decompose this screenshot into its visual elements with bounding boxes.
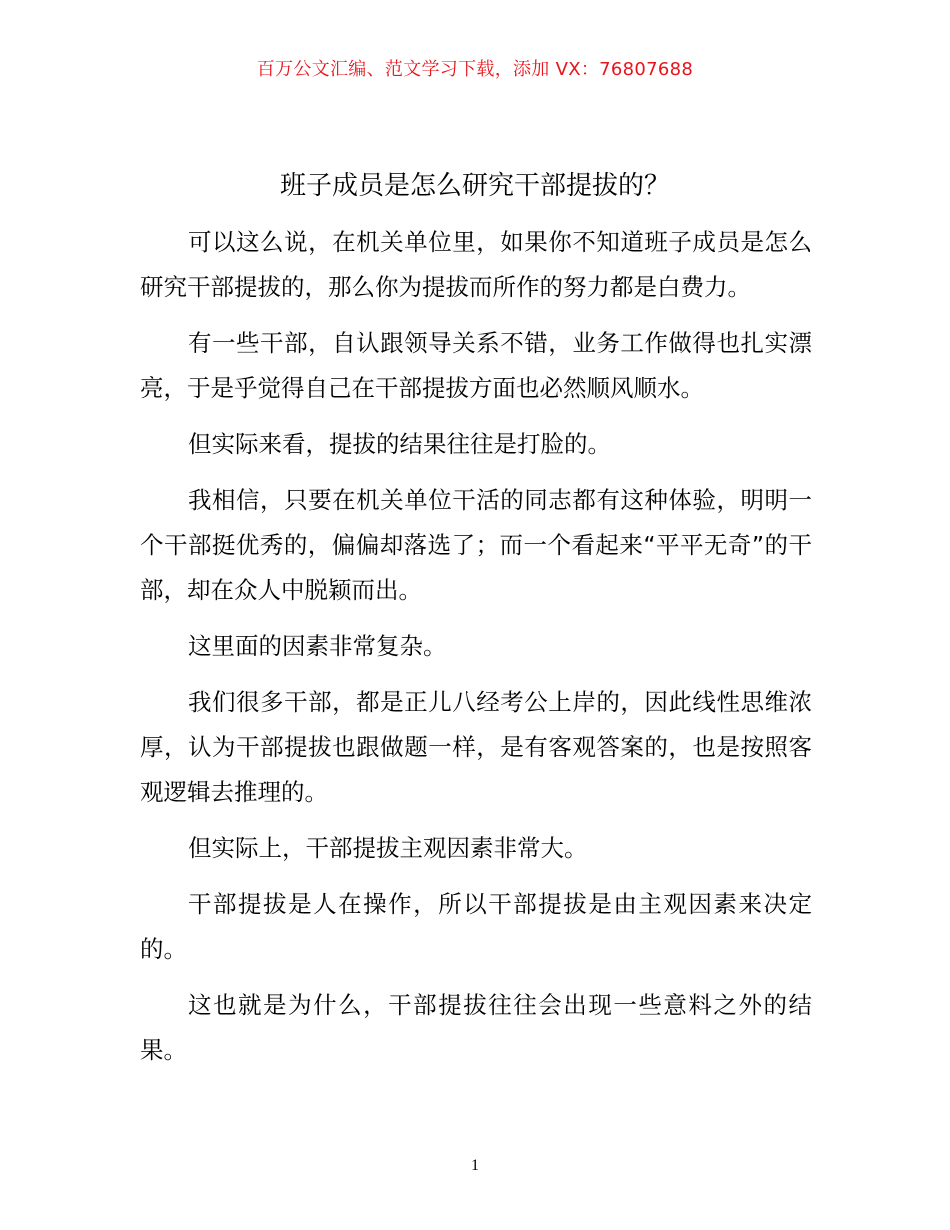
paragraph-4: 我相信，只要在机关单位干活的同志都有这种体验，明明一个干部挺优秀的，偏偏却落选了；而一个看起来“平平无奇”的干部，却在众人中脱颖而出。 — [140, 486, 812, 604]
paragraph-6: 我们很多干部，都是正儿八经考公上岸的，因此线性思维浓厚，认为干部提拔也跟做题一样，是有客观答案的，也是按照客观逻辑去推理的。 — [140, 688, 812, 806]
paragraph-9: 这也就是为什么，干部提拔往往会出现一些意料之外的结果。 — [140, 991, 812, 1064]
paragraph-8: 干部提拔是人在操作，所以干部提拔是由主观因素来决定的。 — [140, 890, 812, 963]
document-body — [140, 220, 812, 1084]
paragraph-3: 但实际来看，提拔的结果往往是打脸的。 — [188, 430, 611, 458]
paragraph-7: 但实际上，干部提拔主观因素非常大。 — [188, 834, 588, 862]
paragraph-5: 这里面的因素非常复杂。 — [188, 632, 447, 660]
paragraph-1: 可以这么说，在机关单位里，如果你不知道班子成员是怎么研究干部提拔的，那么你为提拔而所作的努力都是白费力。 — [140, 228, 812, 301]
page-number: 1 — [471, 1157, 479, 1174]
document-title: 班子成员是怎么研究干部提拔的？ — [279, 171, 670, 201]
paragraph-2: 有一些干部，自认跟领导关系不错，业务工作做得也扎实漂亮，于是乎觉得自己在干部提拔方面也必然顺风顺水。 — [140, 329, 812, 402]
header-banner: 百万公文汇编、范文学习下载，添加 VX：76807688 — [256, 59, 694, 80]
